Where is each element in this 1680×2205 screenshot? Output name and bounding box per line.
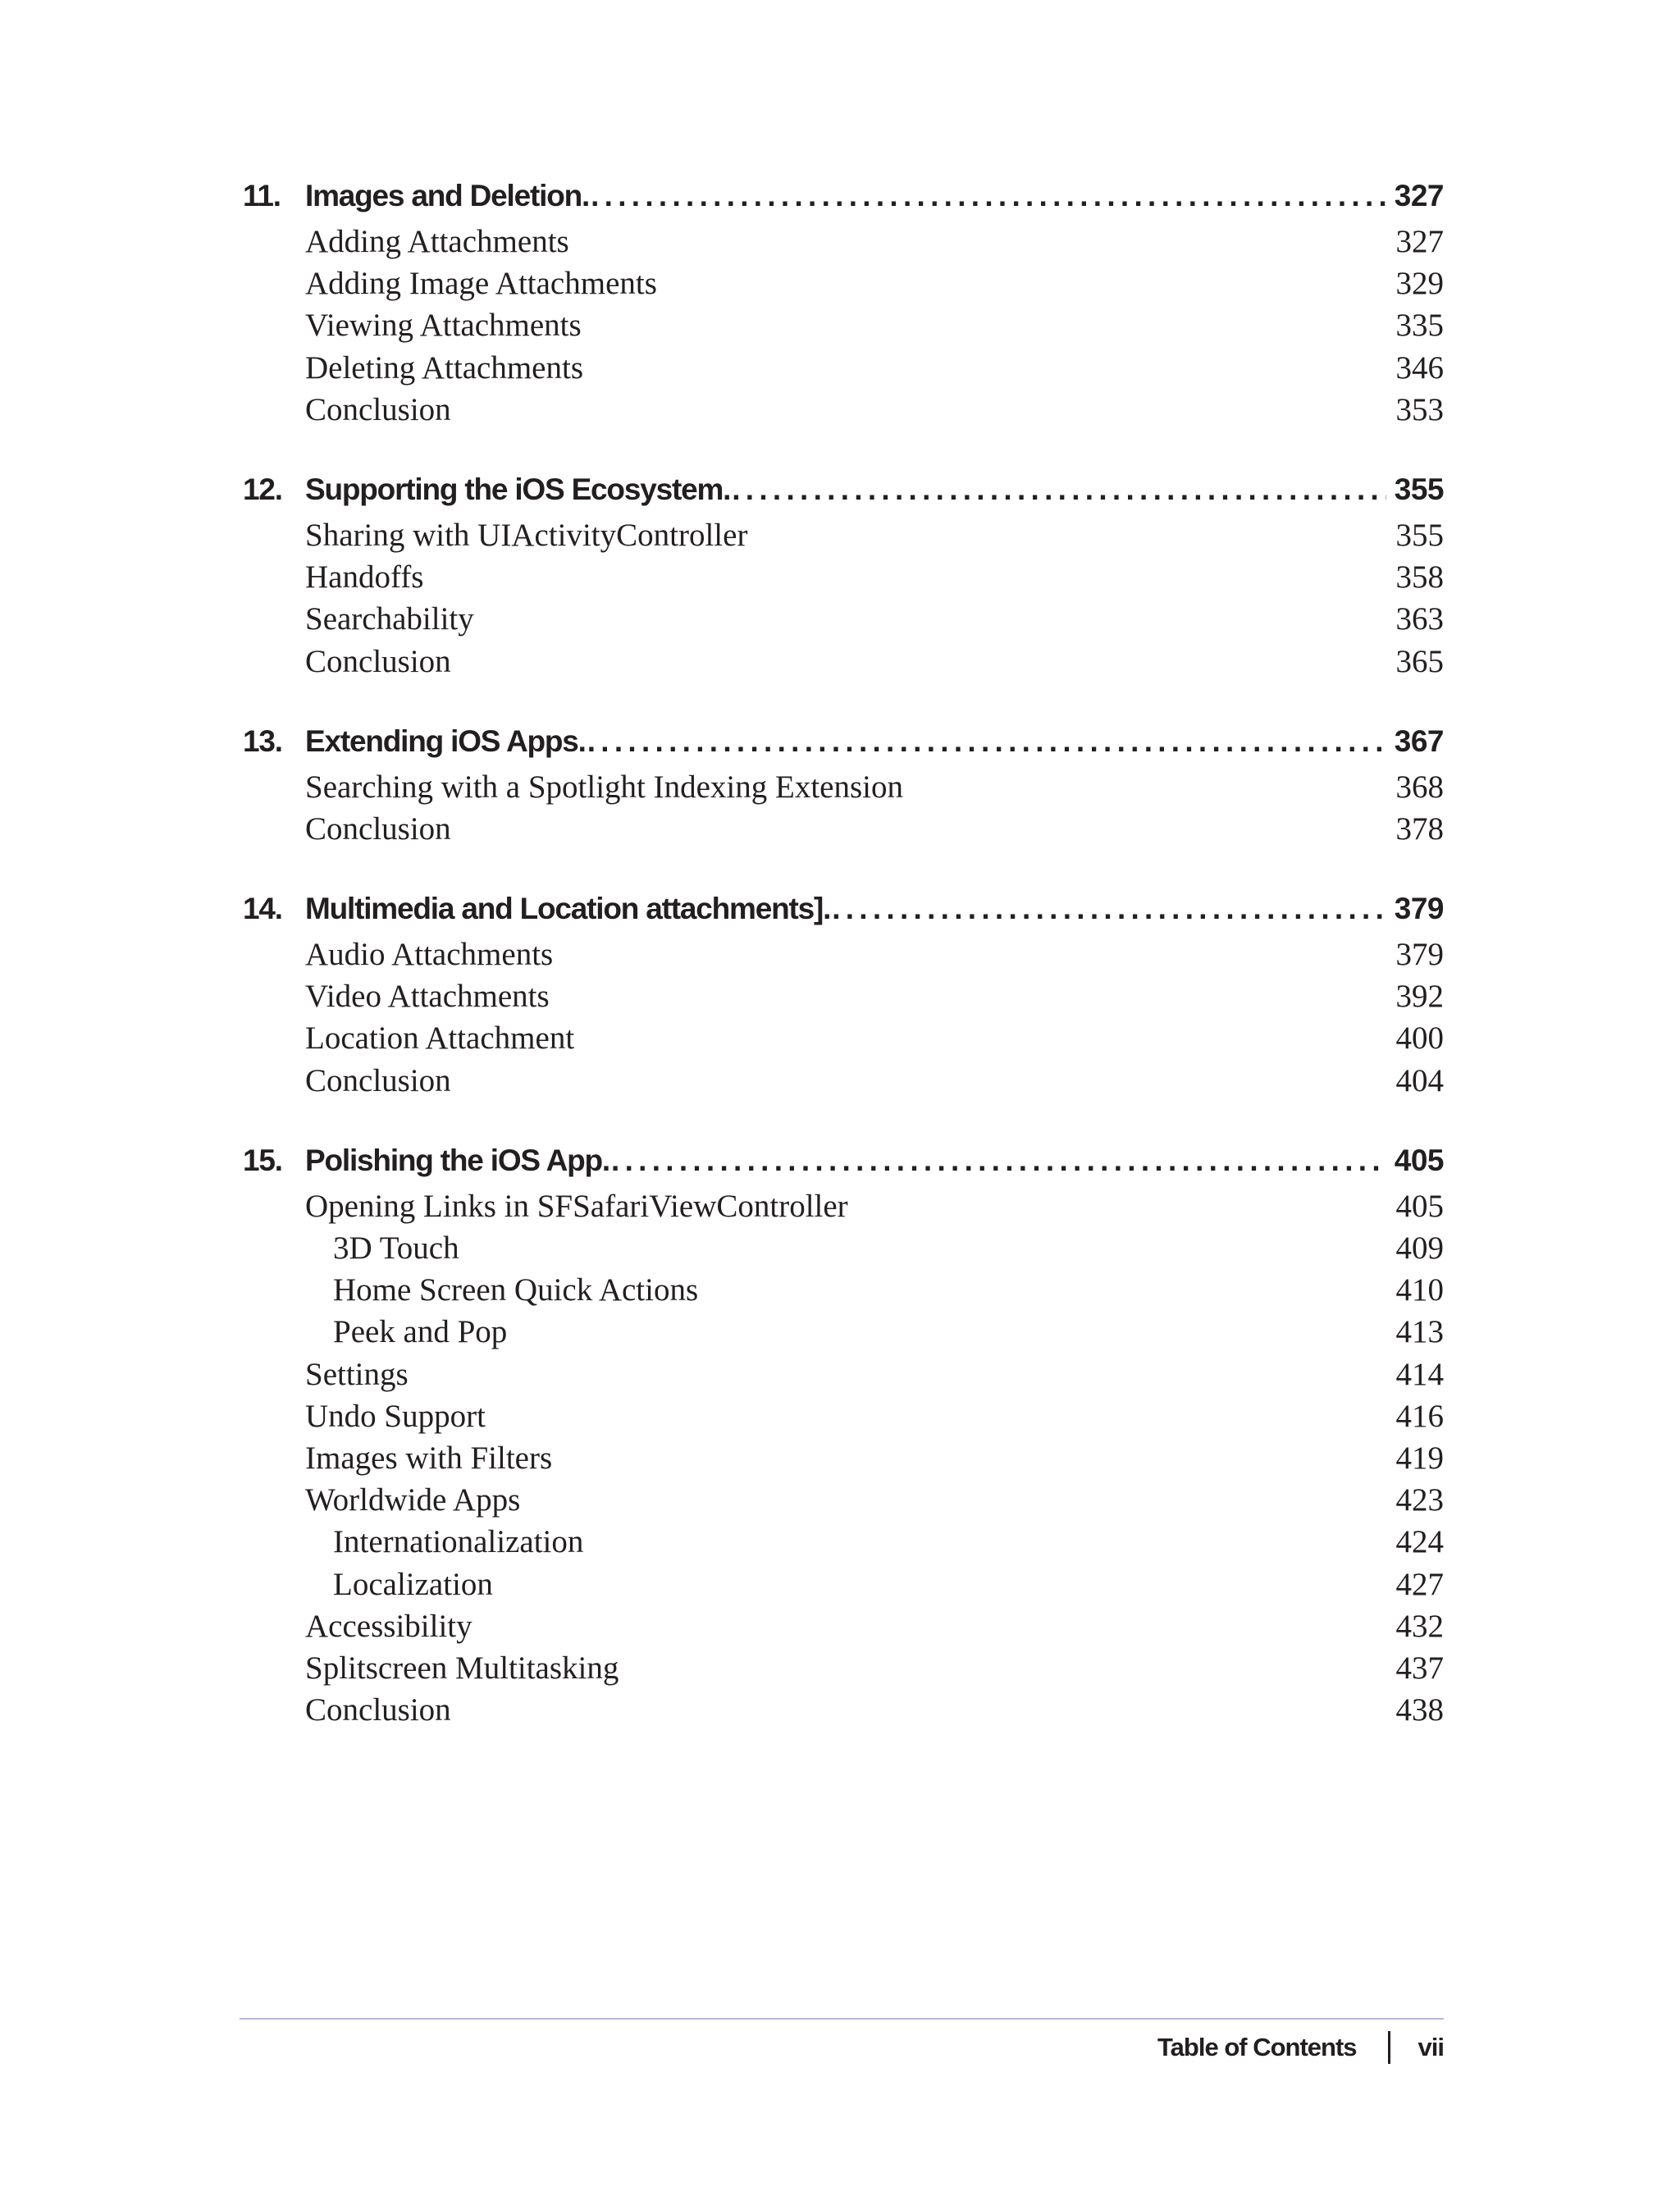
chapter-number: 11. — [243, 179, 281, 212]
chapter-entry — [243, 724, 1444, 852]
section-entry[interactable] — [243, 1481, 1444, 1523]
section-page-number: 405 — [1395, 1188, 1444, 1224]
section-page-number: 365 — [1395, 643, 1444, 679]
section-entry[interactable] — [243, 1356, 1444, 1398]
chapter-heading[interactable] — [243, 179, 1444, 223]
section-title: Settings — [305, 1356, 409, 1392]
dot-leader — [611, 1144, 1386, 1178]
section-entry[interactable] — [243, 643, 1444, 685]
section-list — [243, 223, 1444, 433]
chapter-title: Extending iOS Apps. — [305, 724, 586, 758]
section-entry[interactable] — [243, 1650, 1444, 1691]
chapter-title: Multimedia and Location attachments]. — [305, 892, 831, 926]
section-list — [243, 517, 1444, 685]
section-entry[interactable] — [243, 517, 1444, 559]
section-title: Video Attachments — [305, 979, 550, 1015]
chapter-page-number: 327 — [1394, 179, 1444, 212]
subsection-entry[interactable] — [243, 1523, 1444, 1565]
section-list — [243, 1188, 1444, 1733]
section-entry[interactable] — [243, 307, 1444, 349]
section-entry[interactable] — [243, 600, 1444, 642]
section-page-number: 409 — [1395, 1230, 1444, 1266]
section-entry[interactable] — [243, 1398, 1444, 1440]
section-page-number: 353 — [1395, 391, 1444, 427]
section-title: Undo Support — [305, 1398, 486, 1434]
section-title: Conclusion — [305, 1062, 451, 1098]
subsection-entry[interactable] — [243, 1230, 1444, 1271]
footer-label: Table of Contents — [1157, 2033, 1357, 2061]
chapter-number: 13. — [243, 724, 282, 758]
section-title: Deleting Attachments — [305, 349, 584, 386]
section-title: Conclusion — [305, 810, 451, 847]
section-entry[interactable] — [243, 978, 1444, 1020]
section-page-number: 400 — [1395, 1020, 1444, 1057]
footer-page-number: vii — [1418, 2033, 1444, 2061]
section-title: Conclusion — [305, 643, 451, 679]
chapter-page-number: 355 — [1394, 472, 1444, 506]
section-page-number: 392 — [1395, 979, 1444, 1015]
section-page-number: 413 — [1395, 1314, 1444, 1350]
chapter-number: 14. — [243, 892, 282, 926]
section-page-number: 410 — [1395, 1272, 1444, 1308]
section-list — [243, 936, 1444, 1104]
section-entry[interactable] — [243, 223, 1444, 265]
section-list — [243, 769, 1444, 852]
chapter-page-number: 367 — [1394, 724, 1444, 758]
section-title: Handoffs — [305, 559, 424, 596]
chapter-heading[interactable] — [243, 1144, 1444, 1188]
subsection-entry[interactable] — [243, 1313, 1444, 1355]
dot-leader — [587, 724, 1386, 759]
section-page-number: 368 — [1395, 769, 1444, 805]
section-entry[interactable] — [243, 769, 1444, 810]
section-page-number: 363 — [1395, 601, 1444, 637]
section-title: Searching with a Spotlight Indexing Extension — [305, 769, 903, 805]
chapter-entry — [243, 892, 1444, 1104]
chapter-number: 12. — [243, 472, 282, 506]
section-title: Accessibility — [305, 1608, 472, 1644]
chapter-title: Polishing the iOS App. — [305, 1143, 610, 1177]
section-title: Audio Attachments — [305, 937, 554, 973]
subsection-entry[interactable] — [243, 1566, 1444, 1608]
section-page-number: 335 — [1395, 308, 1444, 344]
section-entry[interactable] — [243, 1020, 1444, 1061]
section-title: Searchability — [305, 601, 474, 637]
section-title: Location Attachment — [305, 1020, 575, 1057]
section-entry[interactable] — [243, 391, 1444, 433]
section-entry[interactable] — [243, 559, 1444, 600]
section-entry[interactable] — [243, 1062, 1444, 1104]
section-entry[interactable] — [243, 1188, 1444, 1230]
section-entry[interactable] — [243, 810, 1444, 852]
section-page-number: 416 — [1395, 1398, 1444, 1434]
section-page-number: 424 — [1395, 1524, 1444, 1560]
section-title: Adding Attachments — [305, 224, 569, 259]
section-page-number: 355 — [1395, 517, 1444, 553]
footer-separator — [1388, 2031, 1390, 2064]
section-entry[interactable] — [243, 1691, 1444, 1733]
section-entry[interactable] — [243, 936, 1444, 978]
table-of-contents — [243, 179, 1444, 1773]
section-title: Splitscreen Multitasking — [305, 1650, 619, 1686]
section-title: Sharing with UIActivityController — [305, 517, 748, 553]
page-footer — [1157, 2031, 1444, 2064]
dot-leader — [591, 179, 1386, 213]
chapter-heading[interactable] — [243, 892, 1444, 936]
section-page-number: 378 — [1395, 810, 1444, 847]
section-title: Internationalization — [333, 1524, 584, 1560]
section-page-number: 346 — [1395, 349, 1444, 386]
chapter-page-number: 405 — [1394, 1143, 1444, 1177]
footer-rule — [240, 2018, 1444, 2020]
section-page-number: 329 — [1395, 266, 1444, 302]
section-page-number: 427 — [1395, 1566, 1444, 1602]
section-entry[interactable] — [243, 265, 1444, 307]
chapter-title: Supporting the iOS Ecosystem. — [305, 472, 731, 506]
section-title: Conclusion — [305, 391, 451, 427]
section-page-number: 432 — [1395, 1608, 1444, 1644]
section-entry[interactable] — [243, 1440, 1444, 1481]
section-page-number: 438 — [1395, 1692, 1444, 1728]
chapter-page-number: 379 — [1394, 892, 1444, 926]
section-page-number: 358 — [1395, 559, 1444, 596]
section-page-number: 379 — [1395, 937, 1444, 973]
section-page-number: 419 — [1395, 1440, 1444, 1476]
subsection-entry[interactable] — [243, 1271, 1444, 1313]
section-title: Images with Filters — [305, 1440, 553, 1476]
section-title: Localization — [333, 1566, 493, 1602]
chapter-entry — [243, 1144, 1444, 1733]
section-entry[interactable] — [243, 1608, 1444, 1650]
chapter-number: 15. — [243, 1143, 282, 1177]
section-title: Adding Image Attachments — [305, 266, 657, 302]
section-page-number: 437 — [1395, 1650, 1444, 1686]
dot-leader — [832, 892, 1386, 926]
section-page-number: 423 — [1395, 1482, 1444, 1518]
section-title: Opening Links in SFSafariViewController — [305, 1188, 848, 1224]
section-title: Home Screen Quick Actions — [333, 1272, 699, 1308]
section-title: 3D Touch — [333, 1230, 459, 1266]
section-page-number: 414 — [1395, 1356, 1444, 1392]
section-title: Peek and Pop — [333, 1314, 508, 1350]
section-title: Worldwide Apps — [305, 1482, 521, 1518]
chapter-title: Images and Deletion. — [305, 179, 590, 212]
section-title: Conclusion — [305, 1692, 451, 1728]
dot-leader — [732, 472, 1386, 507]
section-title: Viewing Attachments — [305, 308, 582, 344]
section-entry[interactable] — [243, 349, 1444, 391]
section-page-number: 327 — [1395, 224, 1444, 259]
chapter-heading[interactable] — [243, 472, 1444, 517]
chapter-entry — [243, 472, 1444, 685]
chapter-heading[interactable] — [243, 724, 1444, 769]
section-page-number: 404 — [1395, 1062, 1444, 1098]
chapter-entry — [243, 179, 1444, 433]
